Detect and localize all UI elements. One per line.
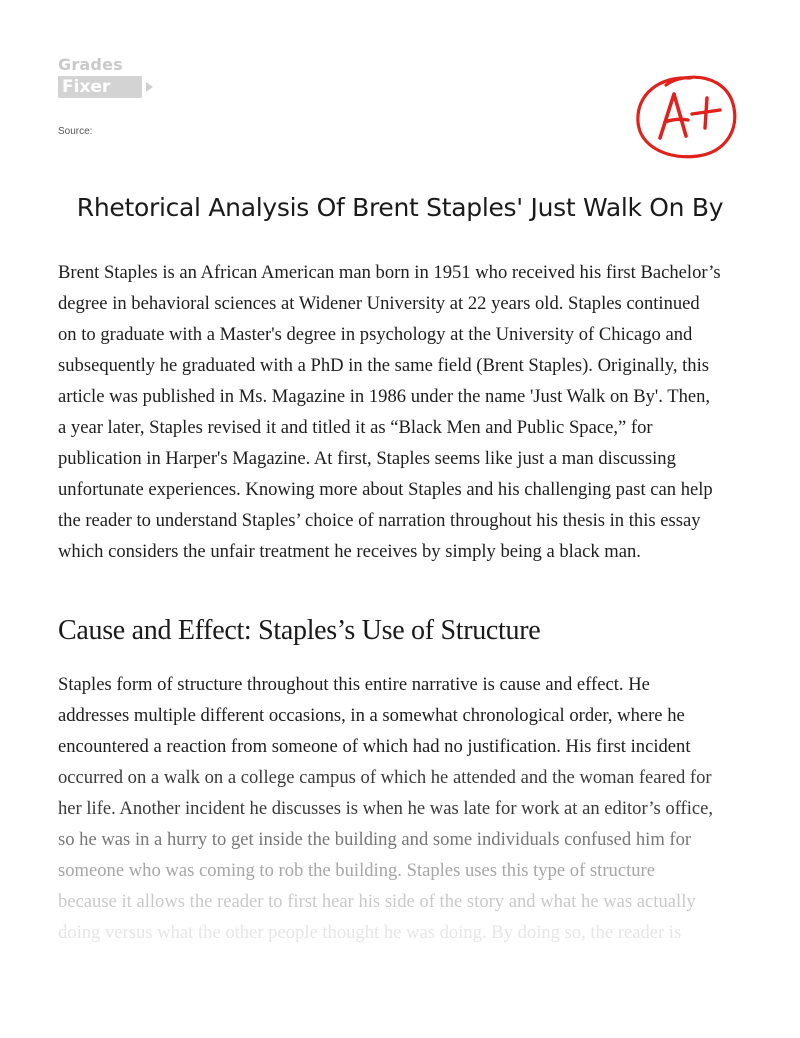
paragraph-line: which considers the unfair treatment he receives by simply being a black man.: [58, 541, 641, 562]
paragraph-line: because it allows the reader to first hear his side of the story and what he was actually: [58, 891, 696, 912]
paragraph-line: a year later, Staples revised it and titled it as “Black Men and Public Space,” for: [58, 417, 653, 438]
paragraph-line: Brent Staples is an African American man born in 1951 who received his first Bachelor’s: [58, 262, 721, 283]
source-label: Source:: [58, 126, 93, 137]
grade-a-plus-stamp: [630, 72, 742, 162]
paragraph-line: unfortunate experiences. Knowing more about Staples and his challenging past can help: [58, 479, 713, 500]
paragraph-line: on to graduate with a Master's degree in psychology at the University of Chicago and: [58, 324, 693, 345]
essay-title: Rhetorical Analysis Of Brent Staples' Just Walk On By: [76, 193, 724, 222]
section-heading: Cause and Effect: Staples’s Use of Structure: [58, 615, 541, 646]
paragraph-line: her life. Another incident he discusses is when he was late for work at an editor’s office,: [58, 798, 714, 819]
gradesfixer-logo[interactable]: [58, 57, 158, 103]
paragraph-line: someone who was coming to rob the building. Staples uses this type of structure: [58, 860, 655, 881]
logo-wordmark-top: Grades: [58, 55, 123, 74]
paragraph-line: the reader to understand Staples’ choice of narration throughout his thesis in this essay: [58, 510, 701, 531]
logo-wordmark-bottom: Fixer: [62, 77, 111, 97]
intro-paragraph: [58, 257, 748, 567]
paragraph-line: so he was in a hurry to get inside the building and some individuals confused him for: [58, 829, 692, 850]
paragraph-line: article was published in Ms. Magazine in 1986 under the name 'Just Walk on By'. Then,: [58, 386, 711, 407]
paragraph-line: publication in Harper's Magazine. At first, Staples seems like just a man discussing: [58, 448, 676, 469]
section-paragraph: [58, 669, 748, 948]
paragraph-line: doing versus what the other people thought he was doing. By doing so, the reader is: [58, 922, 682, 943]
paragraph-line: encountered a reaction from someone of which had no justification. His first incident: [58, 736, 691, 757]
paragraph-line: subsequently he graduated with a PhD in the same field (Brent Staples). Originally, this: [58, 355, 709, 376]
paragraph-line: degree in behavioral sciences at Widener University at 22 years old. Staples continued: [58, 293, 700, 314]
paragraph-line: occurred on a walk on a college campus of which he attended and the woman feared for: [58, 767, 712, 788]
paragraph-line: Staples form of structure throughout this entire narrative is cause and effect. He: [58, 674, 650, 695]
paragraph-line: addresses multiple different occasions, in a somewhat chronological order, where he: [58, 705, 685, 726]
play-arrow-icon: [146, 82, 153, 92]
